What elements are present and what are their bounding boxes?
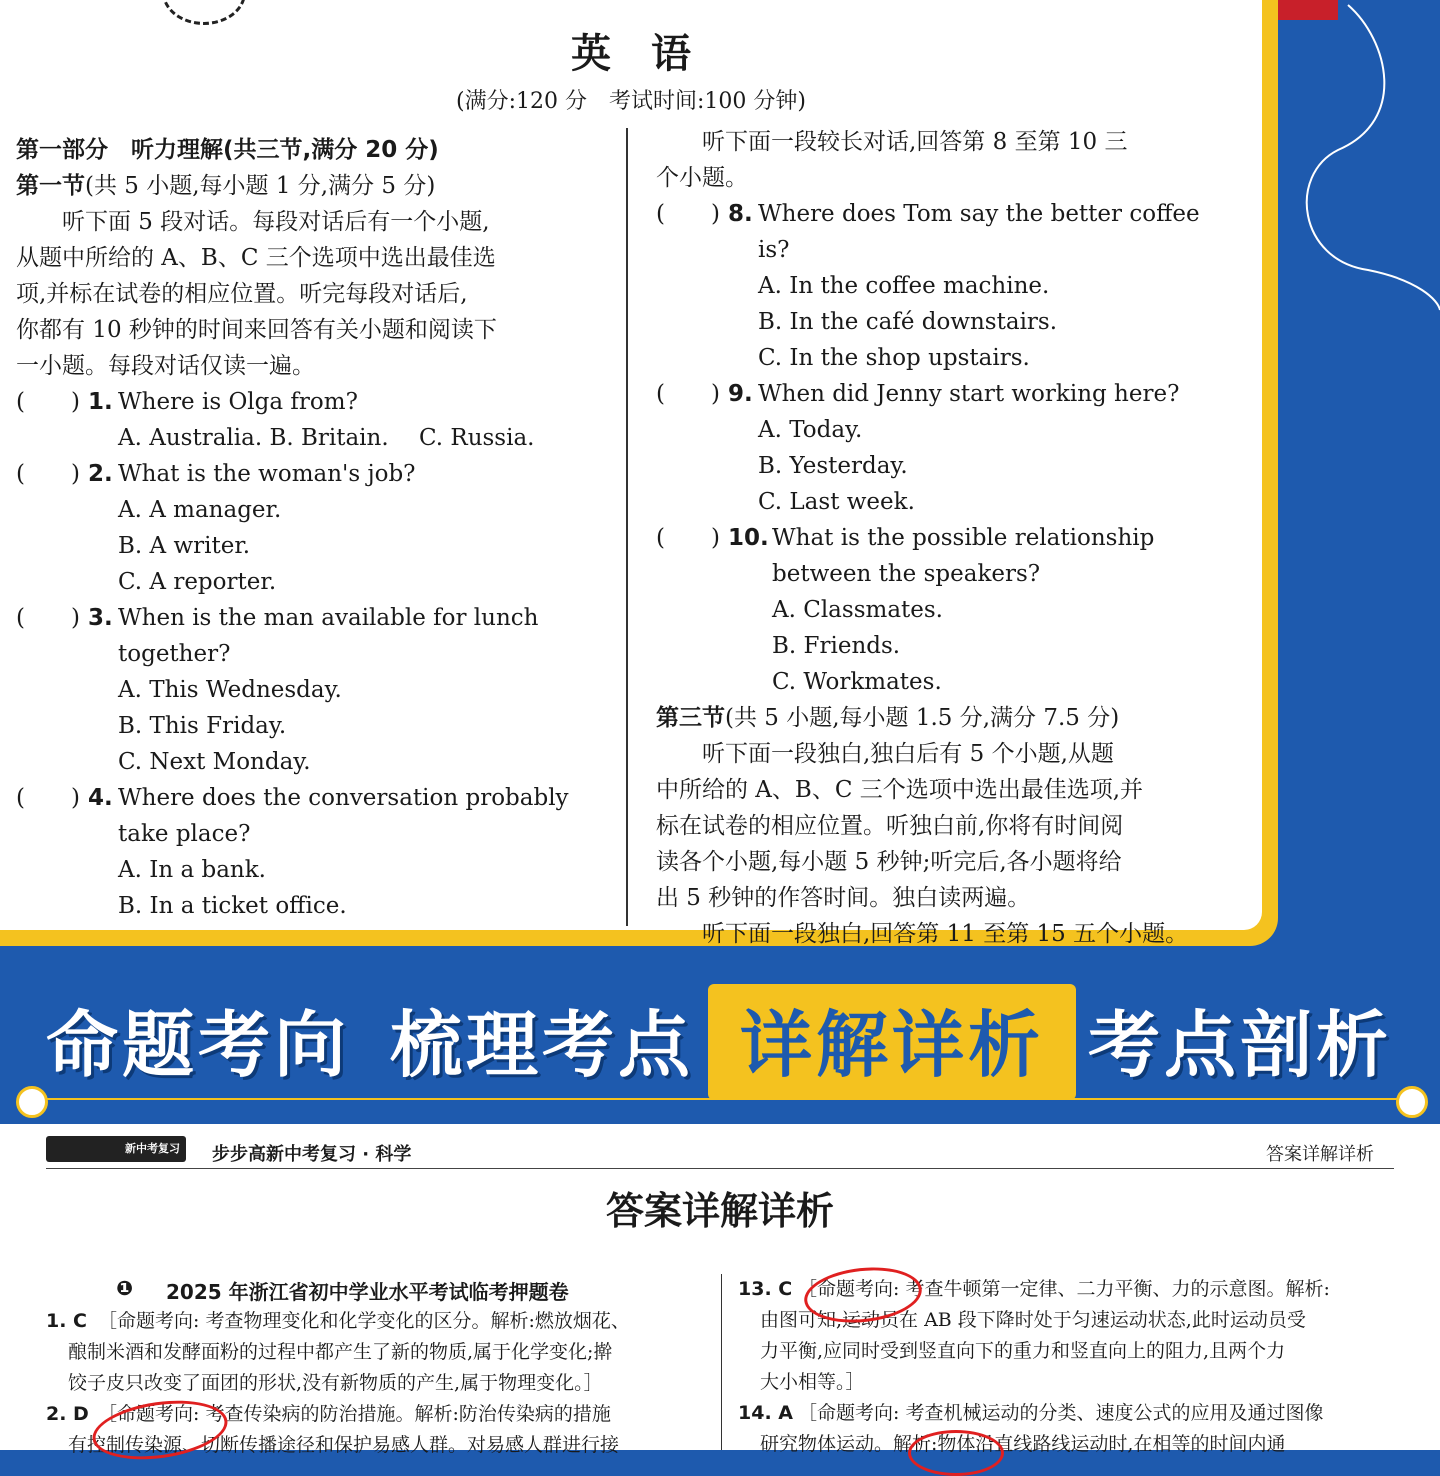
banner-word-2: 梳理考点 [390, 1003, 695, 1087]
option-line: A. In the coffee machine. [758, 273, 1050, 299]
answer-line [46, 1306, 630, 1337]
question-text: What is the woman's job? [118, 461, 416, 487]
right-column [656, 124, 1242, 988]
answer-line [738, 1429, 1330, 1460]
question-number: 8. [728, 201, 753, 227]
answer-number: 14. A [738, 1402, 793, 1424]
answer-number: 1. C [46, 1310, 87, 1332]
red-circle-annotation [908, 1430, 1004, 1476]
answer-blank[interactable]: ( ) [16, 785, 80, 811]
option-line: is? [758, 237, 790, 263]
column-divider [626, 128, 628, 926]
banner-underline [30, 1098, 1410, 1100]
option-line: C. Workmates. [772, 669, 942, 695]
banner-dot-left [16, 1086, 48, 1118]
question-line [16, 456, 616, 492]
question-text: When is the man available for lunch [118, 605, 539, 631]
answer-blank[interactable]: ( ) [656, 525, 720, 551]
header-right: 答案详解详析 [1266, 1144, 1374, 1165]
instruction-line: 中所给的 A、B、C 三个选项中选出最佳选项,并 [656, 777, 1144, 803]
answer-text: ［命题考向: 考查机械运动的分类、速度公式的应用及通过图像 [798, 1402, 1324, 1424]
section-heading [16, 168, 616, 204]
instruction-line: 标在试卷的相应位置。听独白前,你将有时间阅 [656, 813, 1124, 839]
question-line [16, 600, 616, 636]
instruction-line: 项,并标在试卷的相应位置。听完每段对话后, [16, 281, 468, 307]
answer-blank[interactable]: ( ) [16, 389, 80, 415]
option-line: C. In the shop upstairs. [758, 345, 1030, 371]
option-line: A. Classmates. [772, 597, 943, 623]
answer-line [738, 1367, 1330, 1398]
answer-text: 力平衡,应同时受到竖直向下的重力和竖直向上的阻力,且两个力 [760, 1340, 1286, 1362]
question-number: 4. [88, 785, 113, 811]
section-text: (共 5 小题,每小题 1.5 分,满分 7.5 分) [725, 705, 1120, 731]
answer-text: 有控制传染源、切断传播途径和保护易感人群。对易感人群进行接 [68, 1434, 620, 1456]
option-line: C. Last week. [758, 489, 915, 515]
exam-title: 2025 年浙江省初中学业水平考试临考押题卷 [166, 1280, 569, 1304]
answer-text: 由图可知,运动员在 AB 段下降时处于匀速运动状态,此时运动员受 [760, 1309, 1306, 1331]
answer-text: 大小相等。］ [760, 1371, 865, 1393]
answer-line [46, 1337, 630, 1368]
instruction-line: 出 5 秒钟的作答时间。独白读两遍。 [656, 885, 1031, 911]
answer-text: 酿制米酒和发酵面粉的过程中都产生了新的物质,属于化学变化;擀 [68, 1341, 613, 1363]
question-line [656, 520, 1242, 556]
option-line: A. In a bank. [118, 857, 266, 883]
answer-text: ［命题考向: 考查牛顿第一定律、二力平衡、力的示意图。解析: [798, 1278, 1330, 1300]
question-line [16, 384, 616, 420]
answer-number: 13. C [738, 1278, 793, 1300]
answer-text: 研究物体运动。解析:物体沿直线路线运动时,在相等的时间内通 [760, 1433, 1286, 1455]
instruction-line: 你都有 10 秒钟的时间来回答有关小题和阅读下 [16, 317, 497, 343]
option-line: B. Friends. [772, 633, 901, 659]
answer-blank[interactable]: ( ) [656, 201, 720, 227]
answer-blank[interactable]: ( ) [16, 605, 80, 631]
banner-word-3: 详解详析 [740, 1003, 1045, 1087]
option-line: A. Today. [758, 417, 863, 443]
question-number: 9. [728, 381, 753, 407]
question-text: Where does the conversation probably [118, 785, 569, 811]
instruction-line: 一小题。每段对话仅读一遍。 [16, 353, 315, 379]
question-number: 3. [88, 605, 113, 631]
doc-title: 答案详解详析 [605, 1189, 834, 1233]
answer-line [738, 1336, 1330, 1367]
book-icon [1278, 0, 1338, 20]
instruction-line: 读各个小题,每小题 5 秒钟;听完后,各小题将给 [656, 849, 1122, 875]
option-line: A. A manager. [118, 497, 282, 523]
section-label: 第一节 [16, 173, 85, 199]
brand-logo [46, 1136, 186, 1162]
left-column [16, 132, 616, 924]
option-line: together? [118, 641, 231, 667]
banner-word-1: 命题考向 [46, 1003, 351, 1087]
option-line: take place? [118, 821, 251, 847]
instruction-line: 听下面 5 段对话。每段对话后有一个小题, [16, 209, 490, 235]
banner-word-4: 考点剖析 [1088, 1003, 1393, 1087]
instruction-line: 从题中所给的 A、B、C 三个选项中选出最佳选 [16, 245, 496, 271]
question-number: 2. [88, 461, 113, 487]
answer-line [738, 1398, 1330, 1429]
exam-number: ❶ [116, 1276, 133, 1300]
option-line: B. A writer. [118, 533, 251, 559]
answer-number: 2. D [46, 1403, 89, 1425]
question-line [16, 780, 616, 816]
instruction-line: 听下面一段较长对话,回答第 8 至第 10 三 [656, 129, 1128, 155]
instruction-line: 个小题。 [656, 165, 748, 191]
question-text: What is the possible relationship [772, 525, 1155, 551]
header-rule [46, 1168, 1394, 1169]
option-line: A. Australia. B. Britain. C. Russia. [118, 425, 535, 451]
logo-text: 新中考复习 [125, 1142, 180, 1155]
question-text: When did Jenny start working here? [758, 381, 1180, 407]
doc-divider [721, 1274, 722, 1450]
section-heading [656, 700, 1242, 736]
option-line: C. Next Monday. [118, 749, 311, 775]
option-line: between the speakers? [772, 561, 1041, 587]
option-line: B. This Friday. [118, 713, 287, 739]
score-info: (满分:120 分 考试时间:100 分钟) [456, 89, 806, 114]
answer-line [46, 1368, 630, 1399]
question-line [656, 376, 1242, 412]
part-heading: 第一部分 听力理解(共三节,满分 20 分) [16, 137, 439, 163]
answer-document [0, 1124, 1440, 1456]
question-text: Where does Tom say the better coffee [758, 201, 1200, 227]
answer-text: ［命题考向: 考查传染病的防治措施。解析:防治传染病的措施 [98, 1403, 611, 1425]
answer-text: ［命题考向: 考查物理变化和化学变化的区分。解析:燃放烟花、 [98, 1310, 630, 1332]
section-label: 第三节 [656, 705, 725, 731]
brand-name: 步步高新中考复习 · 科学 [212, 1144, 412, 1165]
instruction-line: 听下面一段独白,回答第 11 至第 15 五个小题。 [656, 921, 1189, 947]
answer-blank[interactable]: ( ) [16, 461, 80, 487]
option-line: B. Yesterday. [758, 453, 908, 479]
cropped-title-band [0, 0, 1262, 10]
option-line: B. In the café downstairs. [758, 309, 1058, 335]
question-number: 10. [728, 525, 769, 551]
option-line: A. This Wednesday. [118, 677, 342, 703]
question-number: 1. [88, 389, 113, 415]
section-text: (共 5 小题,每小题 1 分,满分 5 分) [85, 173, 436, 199]
question-line [656, 196, 1242, 232]
swirl-decoration [1278, 0, 1440, 330]
option-line: B. In a ticket office. [118, 893, 347, 919]
instruction-line: 听下面一段独白,独白后有 5 个小题,从题 [656, 741, 1114, 767]
question-text: Where is Olga from? [118, 389, 358, 415]
banner-dot-right [1396, 1086, 1428, 1118]
answer-text: 饺子皮只改变了面团的形状,没有新物质的产生,属于物理变化。］ [68, 1372, 603, 1394]
option-line: C. A reporter. [118, 569, 277, 595]
answer-blank[interactable]: ( ) [656, 381, 720, 407]
subject-title: 英 语 [571, 31, 691, 77]
